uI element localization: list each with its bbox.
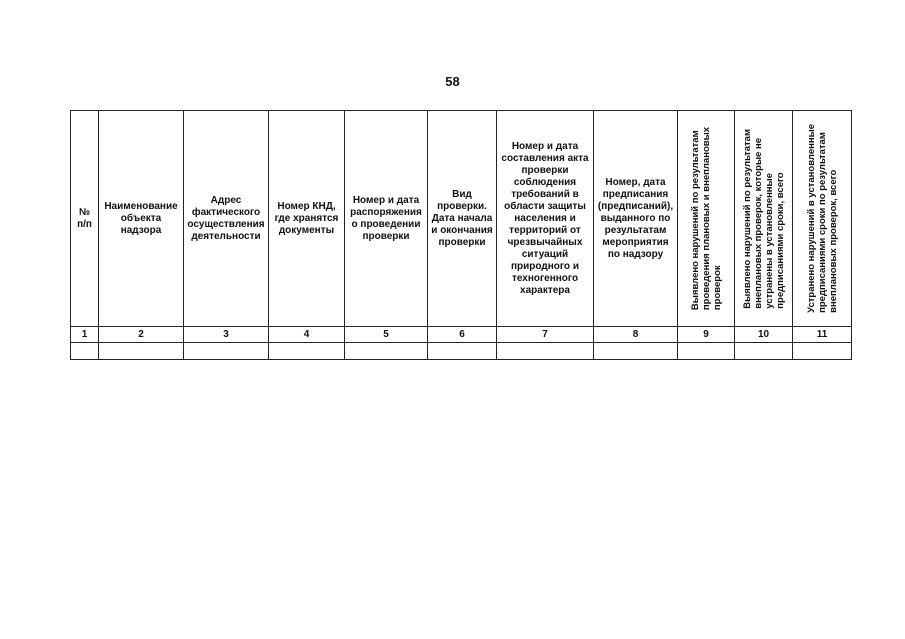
header-cell-violations-found: Выявлено нарушений по результатам проведения плановых и внеплановых проверок [678, 111, 735, 327]
column-number-cell: 4 [269, 327, 345, 343]
empty-cell [497, 343, 594, 360]
header-cell-knd-number: Номер КНД, где хранятся документы [269, 111, 345, 327]
table-row [71, 343, 852, 360]
column-number-cell: 1 [71, 327, 99, 343]
header-cell-inspection-type-dates: Вид проверки. Дата начала и окончания проверки [428, 111, 497, 327]
header-cell-order-number-date: Номер и дата распоряжения о проведении проверки [345, 111, 428, 327]
column-number-row [71, 327, 852, 343]
empty-cell [428, 343, 497, 360]
column-number-cell: 7 [497, 327, 594, 343]
header-cell-violations-eliminated: Устранено нарушений в установленные предписаниями сроки по результатам внеплановых проверок, всего [793, 111, 852, 327]
column-number-cell: 3 [184, 327, 269, 343]
empty-cell [99, 343, 184, 360]
header-cell-act-number-date: Номер и дата составления акта проверки соблюдения требований в области защиты населения и территорий от чрезвычайных ситуаций природного и техногенного характера [497, 111, 594, 327]
page-number: 58 [445, 74, 460, 89]
report-table [70, 110, 852, 360]
header-cell-address: Адрес фактического осуществления деятельности [184, 111, 269, 327]
empty-cell [678, 343, 735, 360]
column-number-cell: 8 [594, 327, 678, 343]
column-number-cell: 9 [678, 327, 735, 343]
header-cell-violations-not-eliminated: Выявлено нарушений по результатам внеплановых проверок, которые не устранены в установленные предписаниями сроки, всего [735, 111, 793, 327]
column-number-cell: 11 [793, 327, 852, 343]
empty-cell [735, 343, 793, 360]
header-cell-prescription-number-date: Номер, дата предписания (предписаний), выданного по результатам мероприятия по надзору [594, 111, 678, 327]
column-number-cell: 5 [345, 327, 428, 343]
header-cell-object-name: Наименование объекта надзора [99, 111, 184, 327]
column-number-cell: 6 [428, 327, 497, 343]
column-number-cell: 10 [735, 327, 793, 343]
empty-cell [184, 343, 269, 360]
empty-cell [71, 343, 99, 360]
empty-cell [793, 343, 852, 360]
header-cell-number: № п/п [71, 111, 99, 327]
empty-cell [594, 343, 678, 360]
table-header-row [71, 111, 852, 327]
empty-cell [345, 343, 428, 360]
column-number-cell: 2 [99, 327, 184, 343]
empty-cell [269, 343, 345, 360]
